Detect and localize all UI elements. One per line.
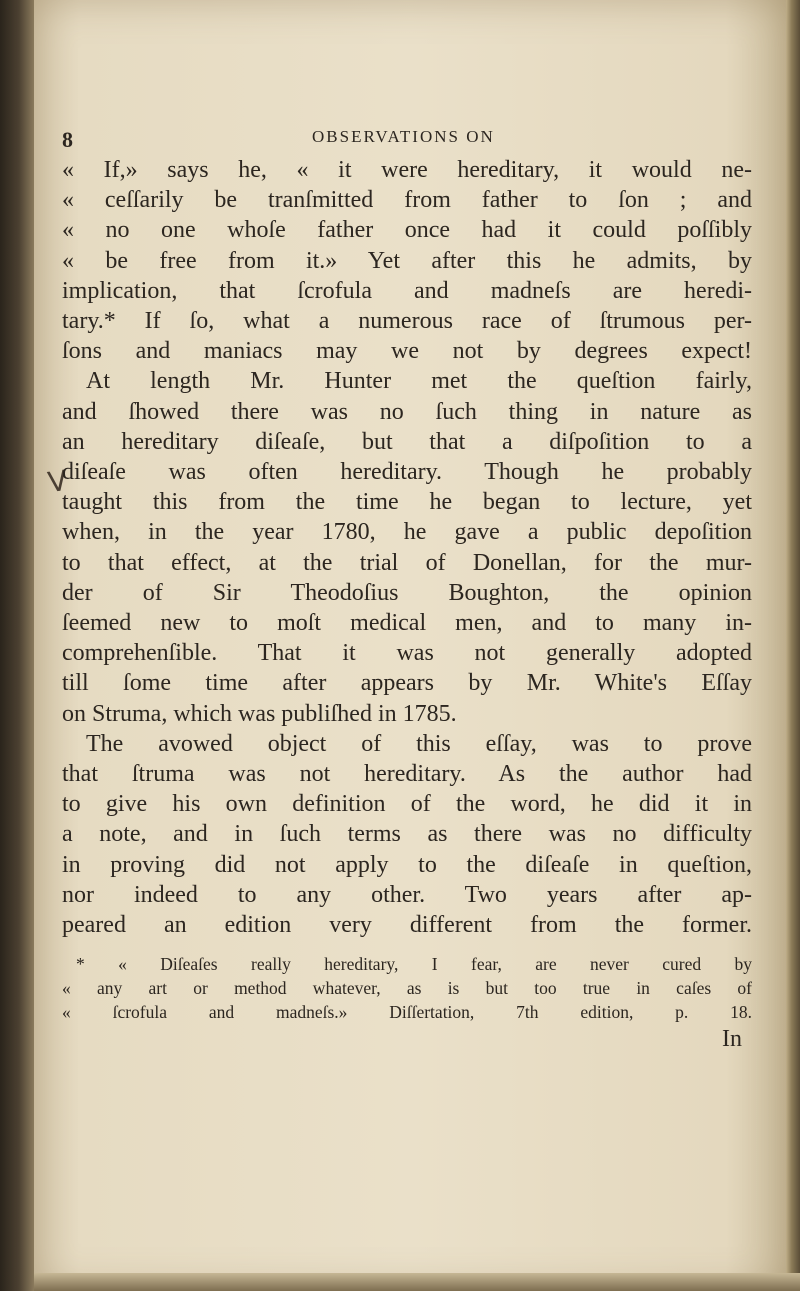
body-line: ſons and maniacs may we not by degrees expect! (62, 338, 752, 365)
body-line: diſeaſe was often hereditary. Though he probably (62, 459, 752, 486)
margin-pencil-mark: V (45, 463, 70, 500)
footnote-spacer (62, 940, 752, 952)
book-spine (0, 0, 34, 1291)
body-line: a note, and in ſuch terms as there was no difficulty (62, 821, 752, 848)
body-line: when, in the year 1780, he gave a public depoſition (62, 519, 752, 546)
body-line: to that effect, at the trial of Donellan, for the mur- (62, 549, 752, 576)
body-line: in proving did not apply to the diſeaſe in queſtion, (62, 851, 752, 878)
page-bottom-edge (34, 1273, 800, 1291)
page-number: 8 (62, 127, 73, 152)
body-line: der of Sir Theodoſius Boughton, the opinion (62, 579, 752, 606)
body-line: to give his own definition of the word, he did it in (62, 791, 752, 818)
body-line: peared an edition very different from the former. (62, 912, 752, 939)
body-line: tary.* If ſo, what a numerous race of ſtrumous per- (62, 308, 752, 335)
body-line: till ſome time after appears by Mr. White's Eſſay (62, 670, 752, 697)
catchword: In (722, 1026, 742, 1053)
body-line: The avowed object of this eſſay, was to prove (86, 730, 752, 757)
body-line: and ſhowed there was no ſuch thing in nature as (62, 398, 752, 425)
body-line: on Struma, which was publiſhed in 1785. (62, 700, 457, 727)
body-line: ſeemed new to moſt medical men, and to many in- (62, 610, 752, 637)
body-line: taught this from the time he began to lecture, yet (62, 489, 752, 516)
page-text-block (62, 115, 752, 1054)
body-line: implication, that ſcrofula and madneſs are heredi- (62, 277, 752, 304)
page-edge (786, 0, 800, 1291)
body-line: At length Mr. Hunter met the queſtion fairly, (86, 368, 752, 395)
footnote-line: « ſcrofula and madneſs.» Diſſertation, 7th edition, p. 18. (62, 1002, 752, 1023)
body-line: « If,» says he, « it were hereditary, it would ne- (62, 157, 752, 183)
body-line: comprehenſible. That it was not generally adopted (62, 640, 752, 667)
body-line: nor indeed to any other. Two years after ap- (62, 881, 752, 908)
page-header (62, 115, 752, 155)
footnote-line: * « Diſeaſes really hereditary, I fear, are never cured by (76, 954, 752, 975)
body-line: « be free from it.» Yet after this he admits, by (62, 247, 752, 274)
running-head: OBSERVATIONS ON (312, 127, 495, 146)
body-line: an hereditary diſeaſe, but that a diſpoſition to a (62, 428, 752, 455)
body-line: « ceſſarily be tranſmitted from father to ſon ; and (62, 187, 752, 214)
footnote-line: « any art or method whatever, as is but too true in caſes of (62, 978, 752, 999)
body-line: that ſtruma was not hereditary. As the author had (62, 761, 752, 788)
body-line: « no one whoſe father once had it could poſſibly (62, 217, 752, 244)
